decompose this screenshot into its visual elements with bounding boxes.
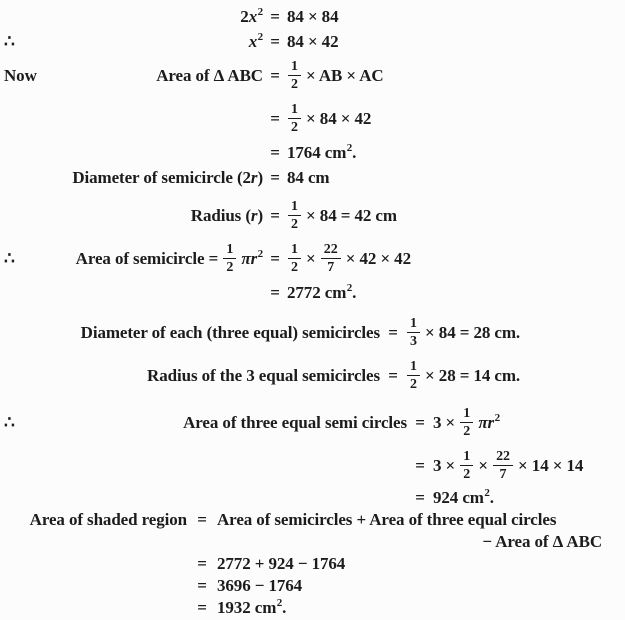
math-text: 2 xyxy=(240,6,249,26)
math-text: 2772 cm xyxy=(287,282,347,302)
equals-sign: = xyxy=(270,282,280,302)
equation-line xyxy=(0,97,625,140)
superscript: 2 xyxy=(257,5,263,18)
equation-lhs xyxy=(0,323,380,343)
fraction-numerator: 1 xyxy=(407,359,420,376)
equation-lhs xyxy=(0,413,407,433)
math-text: 2772 + 924 − 1764 xyxy=(217,554,346,573)
superscript: 2 xyxy=(257,247,263,260)
equation-rhs xyxy=(406,359,520,393)
equals-sign: = xyxy=(270,167,280,187)
equals-sign: = xyxy=(388,322,398,342)
fraction-denominator: 2 xyxy=(291,260,298,275)
fraction xyxy=(493,449,513,483)
math-text: πr xyxy=(478,412,495,432)
fraction-denominator: 7 xyxy=(499,467,507,482)
superscript: 2 xyxy=(346,141,353,154)
superscript: 2 xyxy=(346,281,353,294)
equals-sign: = xyxy=(270,6,280,26)
equation-rhs xyxy=(287,102,371,136)
equals-sign: = xyxy=(388,365,398,385)
math-text: Area of semicircle = xyxy=(75,248,223,268)
math-text: × 84 × 42 xyxy=(301,108,372,128)
math-text: × 84 = 28 cm. xyxy=(420,322,521,342)
fraction-denominator: 2 xyxy=(291,217,298,232)
math-text: 3696 − 1764 xyxy=(217,576,303,595)
fraction xyxy=(223,242,236,276)
equation-line xyxy=(0,509,625,531)
equation-rhs xyxy=(287,32,339,52)
fraction-denominator: 2 xyxy=(410,377,417,392)
math-text: 84 cm xyxy=(287,167,330,187)
equals-sign: = xyxy=(197,554,207,573)
equation-lhs xyxy=(0,168,263,188)
math-text: × xyxy=(474,455,493,475)
fraction-numerator: 22 xyxy=(493,449,513,466)
equation-rhs xyxy=(287,7,339,27)
equation-lhs xyxy=(0,206,263,226)
fraction xyxy=(288,102,301,136)
equation-line xyxy=(0,4,625,29)
math-text: πr xyxy=(241,248,258,268)
equals-sign: = xyxy=(415,488,425,507)
math-text: 84 × 84 xyxy=(287,6,339,26)
equation-line xyxy=(0,280,625,305)
therefore-symbol: ∴ xyxy=(4,412,15,432)
equation-line xyxy=(0,575,625,597)
fraction-numerator: 1 xyxy=(288,242,301,259)
fraction-numerator: 1 xyxy=(460,406,473,423)
math-text: Radius ( xyxy=(190,205,251,225)
fraction xyxy=(321,242,341,276)
equation-rhs xyxy=(217,510,556,530)
math-text: × 42 × 42 xyxy=(341,248,411,268)
math-text: Area of Δ ABC xyxy=(156,65,263,85)
math-text: × 84 = 42 cm xyxy=(301,205,397,225)
math-text: Area of semicircles + Area of three equal circles xyxy=(217,510,557,529)
math-text: 3 × xyxy=(433,455,460,475)
math-text: . xyxy=(352,282,357,302)
equation-line xyxy=(0,54,625,97)
math-text: . xyxy=(352,142,357,162)
math-text: − Area of Δ ABC xyxy=(482,532,602,551)
equals-sign: = xyxy=(197,510,207,529)
equation-rhs xyxy=(287,283,356,303)
math-text: x xyxy=(248,6,258,26)
math-text: . xyxy=(489,488,494,507)
math-text: Area of three equal semi circles xyxy=(183,412,407,432)
therefore-symbol: ∴ xyxy=(4,248,15,268)
math-text: Diameter of each (three equal) semicircles xyxy=(80,322,380,342)
equation-line xyxy=(0,311,625,354)
equation-line xyxy=(0,29,625,54)
equation-lhs xyxy=(0,7,263,27)
equation-line xyxy=(0,597,625,619)
equals-sign: = xyxy=(270,108,280,128)
equation-line xyxy=(0,165,625,190)
equation-line xyxy=(0,354,625,397)
equation-line xyxy=(0,237,625,280)
fraction-denominator: 2 xyxy=(463,467,471,482)
math-text: x xyxy=(248,31,258,51)
fraction-numerator: 1 xyxy=(223,242,236,259)
fraction-denominator: 2 xyxy=(463,424,471,439)
equals-sign: = xyxy=(415,412,425,432)
equation-rhs xyxy=(406,316,520,350)
equals-sign: = xyxy=(270,205,280,225)
math-text: Radius of the 3 equal semicircles xyxy=(147,365,380,385)
equation-rhs xyxy=(217,576,302,596)
fraction-numerator: 1 xyxy=(288,102,301,119)
fraction-denominator: 3 xyxy=(410,334,417,349)
therefore-symbol: ∴ xyxy=(4,31,15,51)
math-text: 84 × 42 xyxy=(287,31,339,51)
equation-rhs xyxy=(433,449,583,483)
math-text: ) xyxy=(257,167,263,187)
fraction xyxy=(407,359,420,393)
equation-line xyxy=(0,553,625,575)
fraction-numerator: 1 xyxy=(407,316,420,333)
math-text: 924 cm xyxy=(433,488,484,507)
equation-rhs xyxy=(287,143,356,163)
equation-line xyxy=(0,487,625,509)
equals-sign: = xyxy=(270,31,280,51)
math-text: 1932 cm xyxy=(217,598,277,617)
math-text: . xyxy=(282,598,287,617)
math-text: ) xyxy=(257,205,263,225)
superscript: 2 xyxy=(276,597,283,609)
fraction-numerator: 1 xyxy=(460,449,473,466)
equals-sign: = xyxy=(415,455,425,475)
equals-sign: = xyxy=(197,576,207,595)
superscript: 2 xyxy=(494,411,500,424)
math-text: × 14 × 14 xyxy=(513,455,584,475)
math-text: × AB × AC xyxy=(301,65,384,85)
math-text: r xyxy=(250,167,258,187)
superscript: 2 xyxy=(484,487,490,499)
equation-rhs xyxy=(217,554,345,574)
fraction xyxy=(460,449,473,483)
fraction-denominator: 7 xyxy=(327,260,335,275)
equation-rhs xyxy=(217,598,286,618)
math-text: 1764 cm xyxy=(287,142,347,162)
equals-sign: = xyxy=(270,142,280,162)
math-text: × xyxy=(301,248,320,268)
fraction-numerator: 1 xyxy=(288,59,301,76)
fraction-numerator: 22 xyxy=(321,242,341,259)
equation-rhs xyxy=(433,488,494,508)
equals-sign: = xyxy=(197,598,207,617)
superscript: 2 xyxy=(257,30,263,43)
fraction xyxy=(460,406,473,440)
equation-rhs xyxy=(287,199,397,233)
math-text: r xyxy=(250,205,258,225)
line-marker: Now xyxy=(4,65,37,85)
equation-line xyxy=(0,140,625,165)
equation-line xyxy=(0,401,625,444)
fraction-denominator: 2 xyxy=(226,260,234,275)
equation-lhs xyxy=(0,366,380,386)
fraction xyxy=(288,242,301,276)
equation-lhs xyxy=(0,32,263,52)
fraction-denominator: 2 xyxy=(291,77,298,92)
math-text: 3 × xyxy=(433,412,460,432)
equation-rhs xyxy=(287,59,384,93)
equation-continuation xyxy=(0,532,602,552)
fraction xyxy=(288,59,301,93)
equation-rhs xyxy=(287,168,329,188)
math-text: × 28 = 14 cm. xyxy=(420,365,521,385)
fraction-numerator: 1 xyxy=(288,199,301,216)
fraction-denominator: 2 xyxy=(291,120,298,135)
fraction xyxy=(407,316,420,350)
equation-lhs xyxy=(0,242,263,276)
equation-lhs xyxy=(0,66,263,86)
fraction xyxy=(288,199,301,233)
equation-line xyxy=(0,444,625,487)
equals-sign: = xyxy=(270,65,280,85)
math-text: Diameter of semicircle (2 xyxy=(72,167,251,187)
equation-line xyxy=(0,531,625,553)
equals-sign: = xyxy=(270,248,280,268)
math-text: Area of shaded region xyxy=(29,510,187,529)
equation-rhs xyxy=(287,242,411,276)
equation-lhs xyxy=(0,510,187,530)
equation-line xyxy=(0,194,625,237)
equation-rhs xyxy=(433,406,500,440)
